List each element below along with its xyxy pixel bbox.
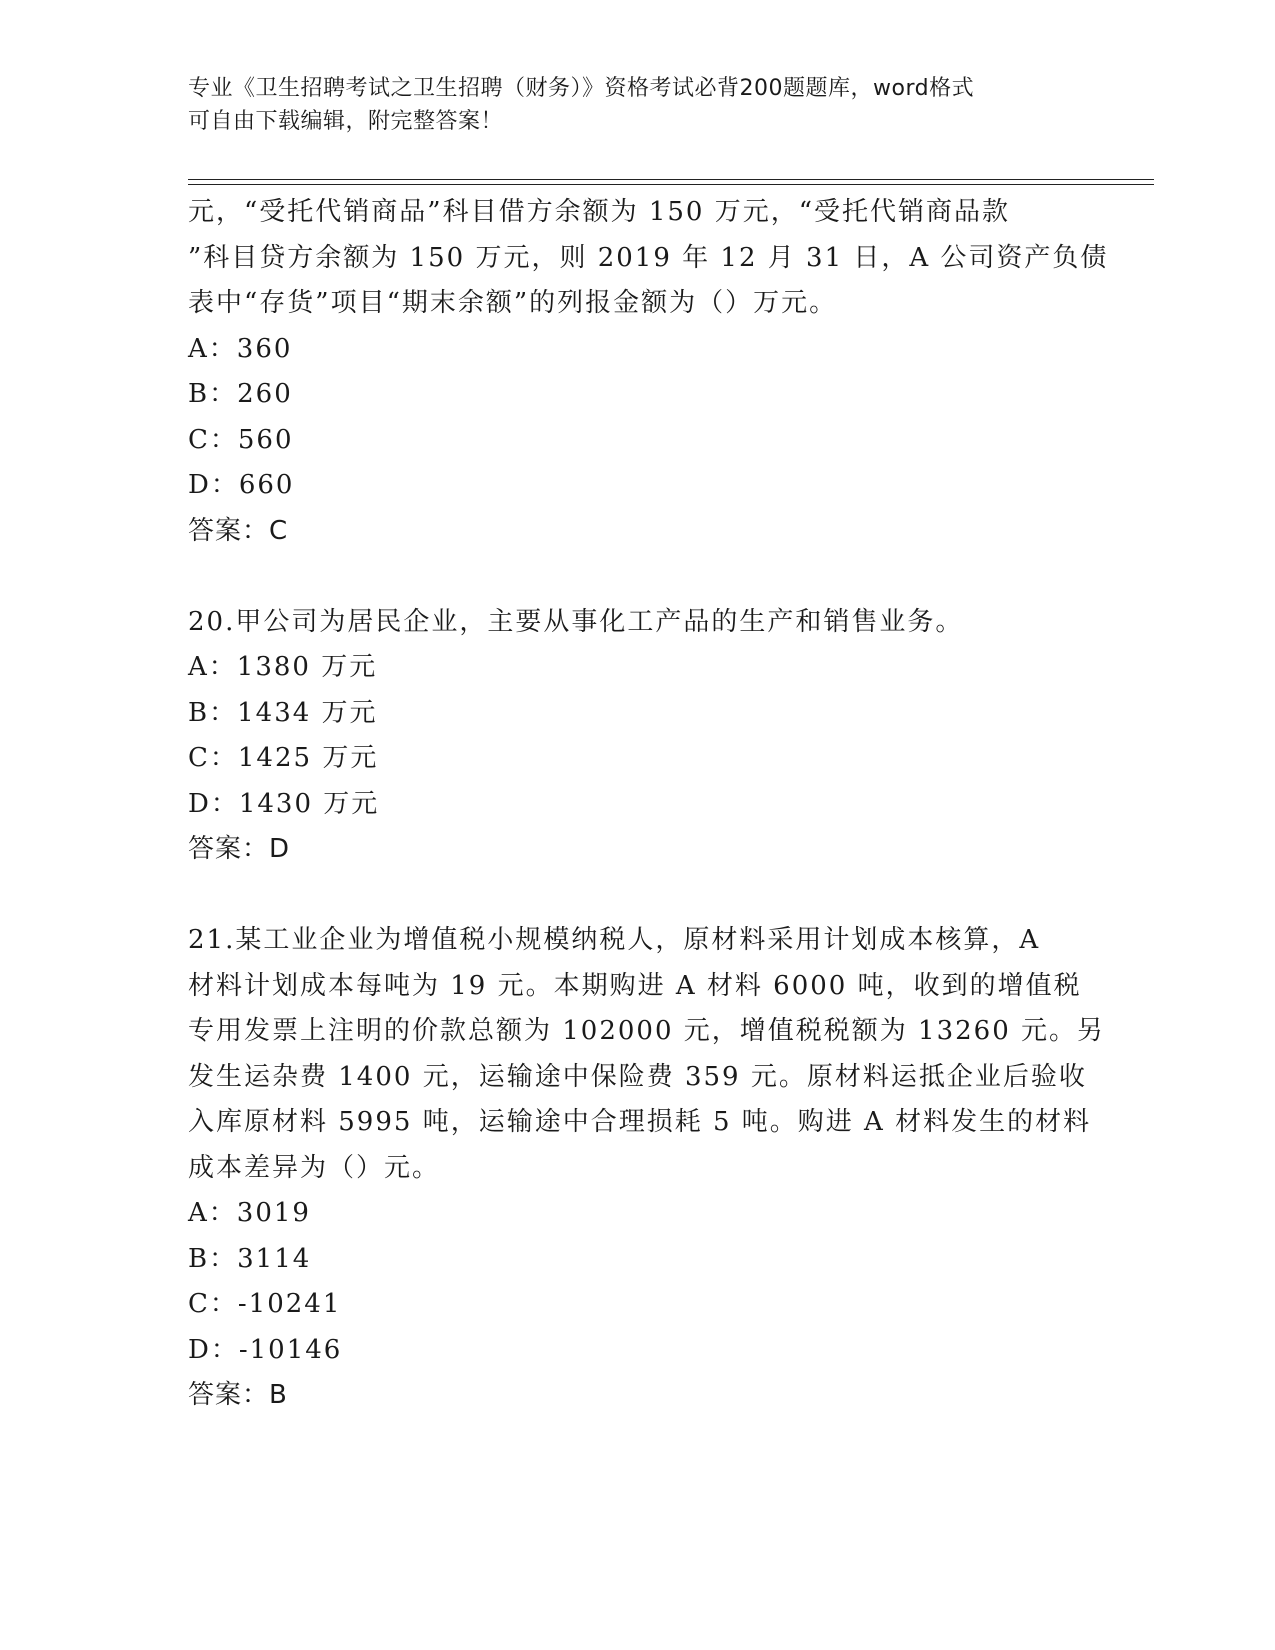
question-text-line: 入库原材料 5995 吨，运输途中合理损耗 5 吨。购进 A 材料发生的材料: [188, 1107, 1092, 1137]
question-list: [188, 190, 1109, 1419]
option-c: C：1425 万元: [188, 743, 379, 773]
answer-label: 答案：C: [188, 515, 289, 546]
question-text-line: 成本差异为（）元。: [188, 1152, 441, 1183]
question-text-line: 元，“受托代销商品”科目借方余额为 150 万元，“受托代销商品款: [188, 197, 1011, 227]
header-title-line-1: 专业《卫生招聘考试之卫生招聘（财务）》资格考试必背200题题库，word格式: [188, 76, 975, 101]
question-20: [188, 600, 1088, 873]
header-divider-top: [188, 179, 1154, 180]
question-19: [188, 190, 1109, 554]
option-d: D：660: [188, 470, 295, 500]
option-c: C：-10241: [188, 1289, 342, 1319]
option-d: D：1430 万元: [188, 788, 380, 819]
option-a: A：3019: [188, 1198, 311, 1228]
question-text-line: 发生运杂费 1400 元，运输途中保险费 359 元。原材料运抵企业后验收: [188, 1061, 1087, 1092]
option-a: A：1380 万元: [188, 652, 378, 682]
question-spacer: [188, 554, 1088, 600]
question-text-line: 20.甲公司为居民企业，主要从事化工产品的生产和销售业务。: [188, 606, 964, 637]
question-21: [188, 918, 1106, 1419]
option-c: C：560: [188, 424, 294, 455]
option-b: B：3114: [188, 1243, 312, 1274]
header-divider-bottom: [188, 184, 1154, 185]
option-b: B：1434 万元: [188, 697, 378, 728]
question-text-line: 21.某工业企业为增值税小规模纳税人，原材料采用计划成本核算，A: [188, 925, 1041, 955]
option-d: D：-10146: [188, 1334, 343, 1365]
header-title-line-2: 可自由下载编辑，附完整答案！: [188, 109, 504, 134]
question-text-line: 专用发票上注明的价款总额为 102000 元，增值税税额为 13260 元。另: [188, 1016, 1106, 1046]
option-a: A：360: [188, 333, 293, 364]
answer-label: 答案：B: [188, 1380, 288, 1410]
answer-label: 答案：D: [188, 834, 291, 864]
document-header: [188, 72, 1088, 138]
question-text-line: 表中“存货”项目“期末余额”的列报金额为（）万元。: [188, 288, 838, 318]
question-text-line: ”科目贷方余额为 150 万元，则 2019 年 12 月 31 日，A 公司资产负债: [188, 242, 1109, 273]
question-spacer: [188, 873, 1088, 919]
question-text-line: 材料计划成本每吨为 19 元。本期购进 A 材料 6000 吨，收到的增值税: [188, 970, 1082, 1001]
option-b: B：260: [188, 379, 293, 409]
